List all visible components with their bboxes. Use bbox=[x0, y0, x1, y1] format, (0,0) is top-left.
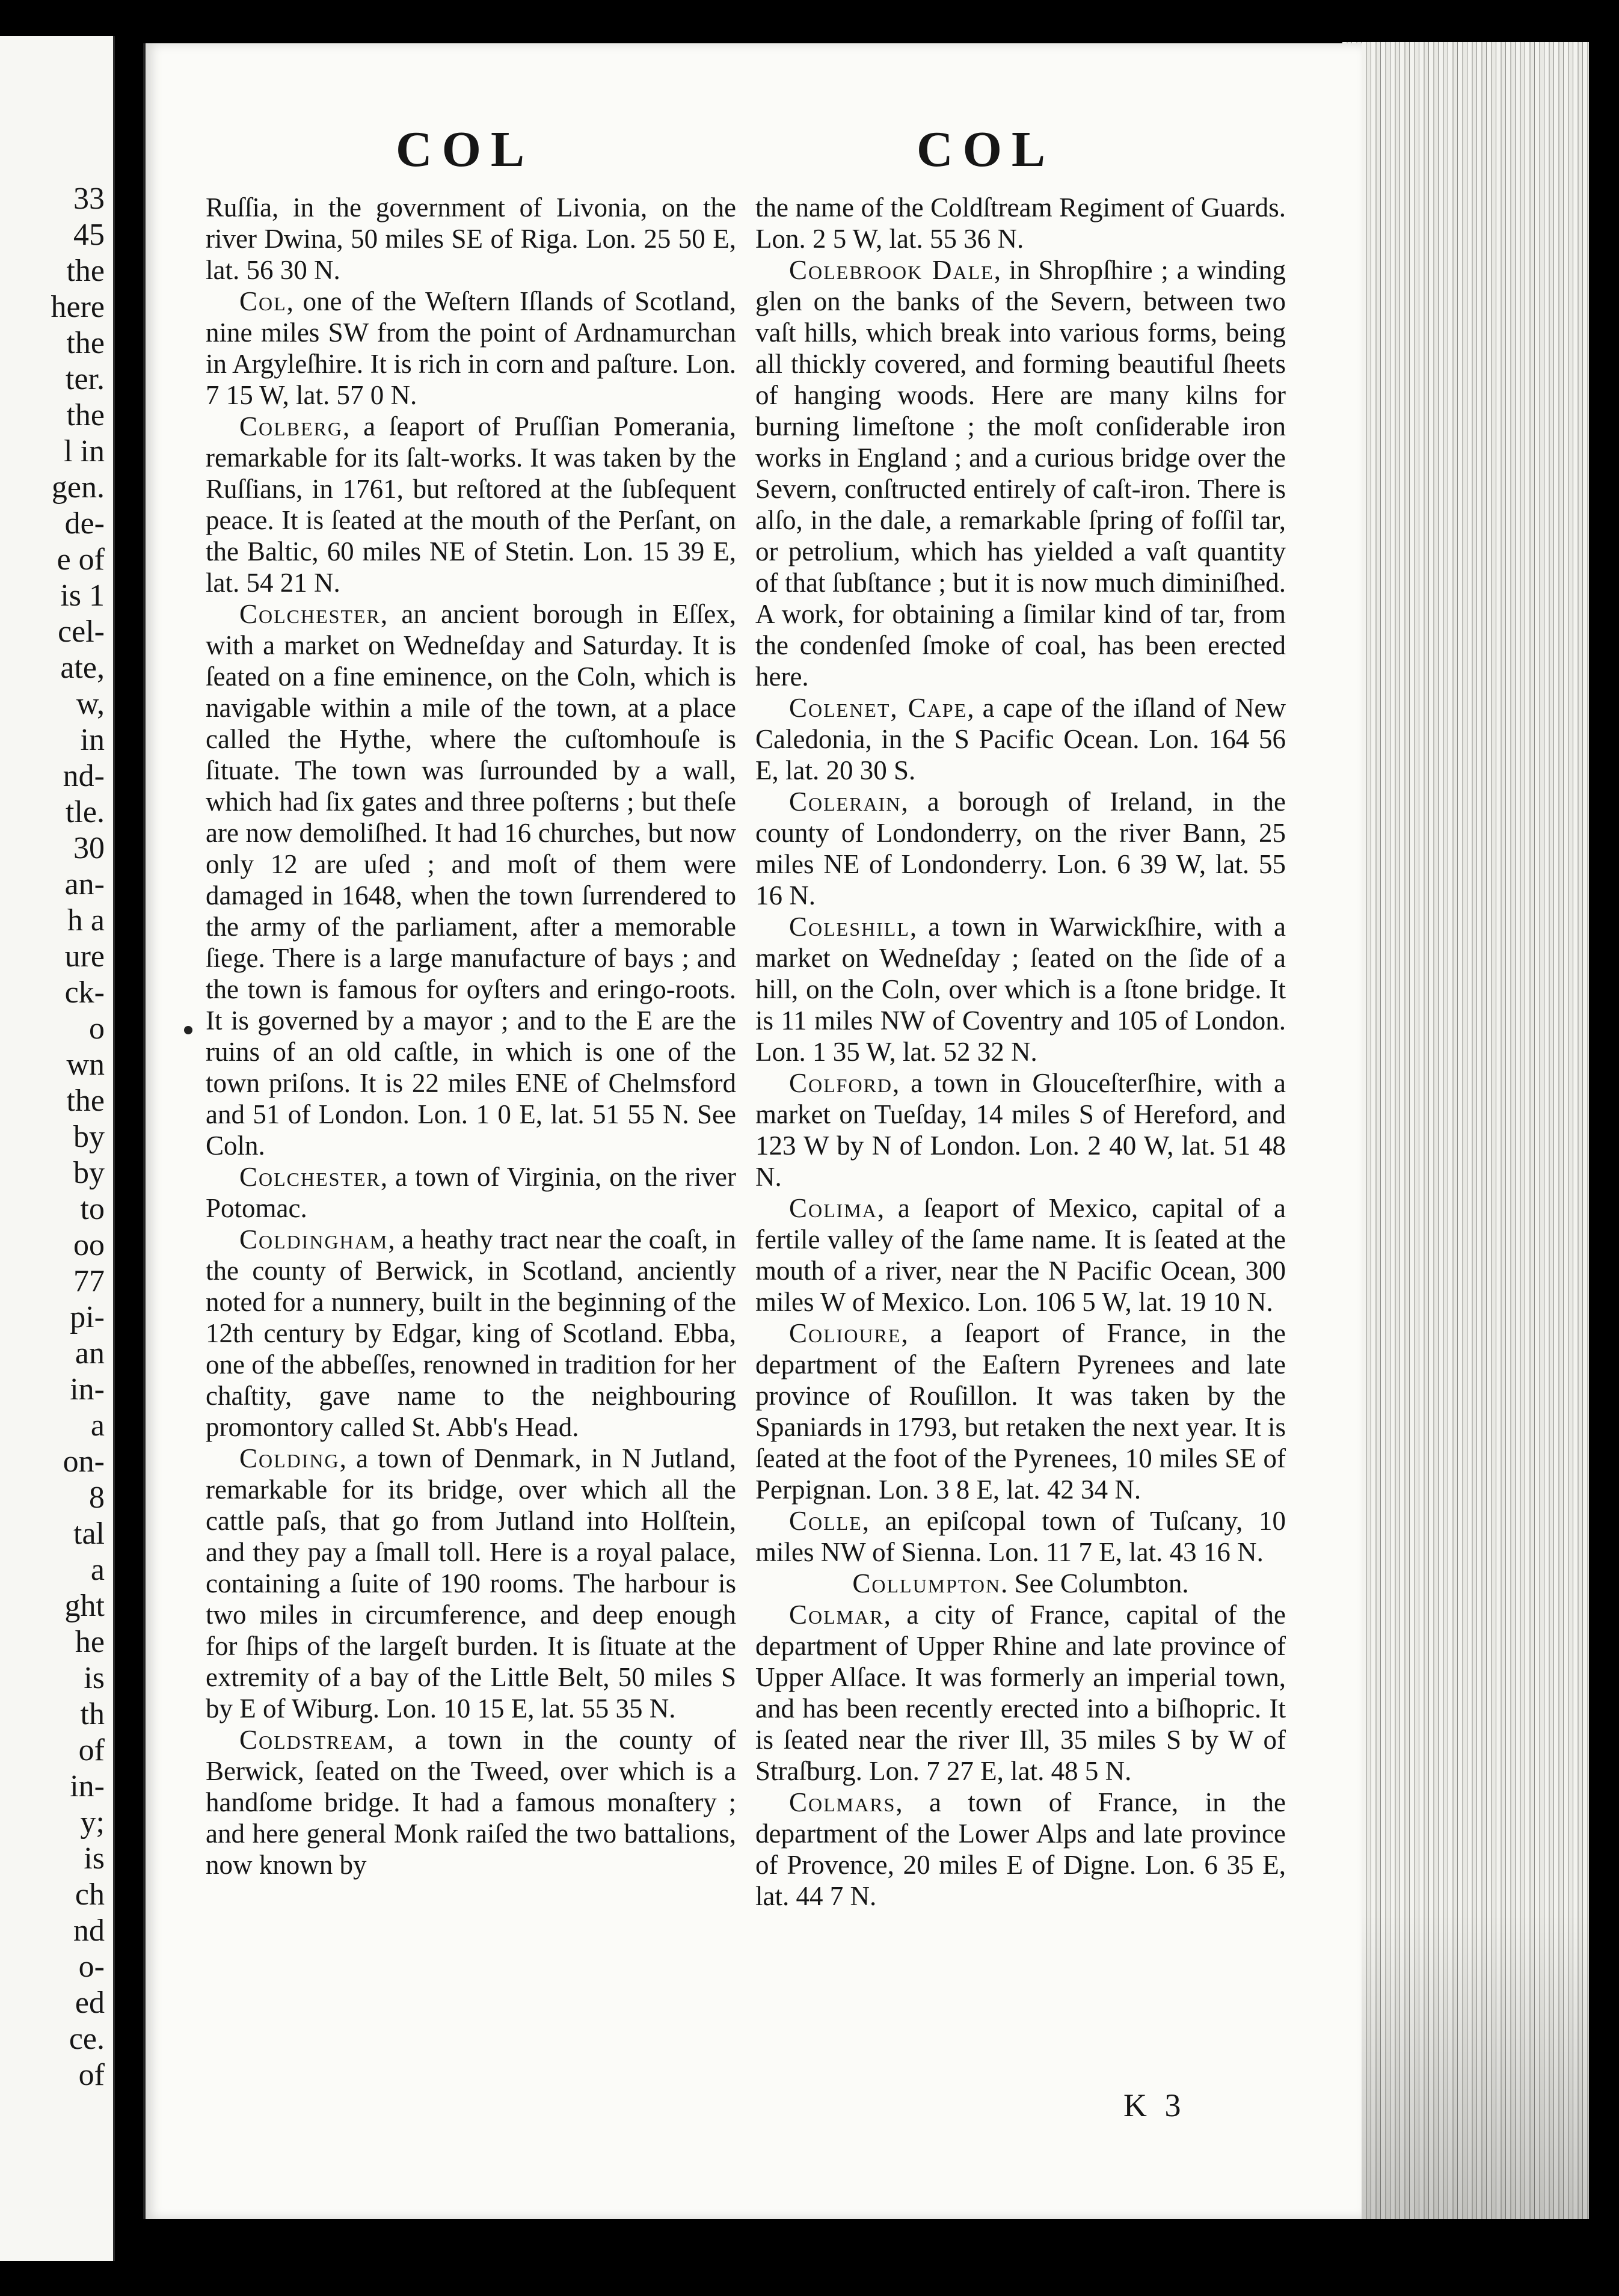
running-head-right: COL bbox=[917, 121, 1055, 177]
entry-text: , an ancient borough in Eſſex, with a market on Wedneſday and Saturday. It is ſeated on a fine eminence, on the Coln, which is navigable within a mile of the town, at a place called the Hythe, where the cuſtomhouſe is ſituate. The town was ſurrounded by a wall, which had ſix gates and three poſterns ; but theſe are now demoliſhed. It had 16 churches, but now only 12 are uſed ; and moſt of them were damaged in 1648, when the town ſurrendered to the army of the parliament, after a memorable ſiege. There is a large manufacture of bays ; and the town is famous for oyſters and eringo-roots. It is governed by a mayor ; and to the E are the ruins of an old caſtle, in which is one of the town priſons. It is 22 miles ENE of Chelmsford and 51 of London. Lon. 1 0 E, lat. 51 55 N. See Coln. bbox=[206, 599, 736, 1161]
previous-page-fragment: 45 bbox=[73, 218, 105, 252]
previous-page-fragment: l in bbox=[64, 434, 105, 468]
previous-page-fragment: ch bbox=[75, 1877, 105, 1912]
previous-page-fragment: ate, bbox=[60, 651, 105, 685]
entry-text: , a ſeaport of Mexico, capital of a fertile valley of the ſame name. It is ſeated at the mouth of a river, near the N Pacific Ocean, 300 miles W of Mexico. Lon. 106 5 W, lat. 19 10 N. bbox=[755, 1193, 1286, 1317]
entry-text: , a city of France, capital of the department of Upper Rhine and late province of Upper Alſace. It was formerly an imperial town, and has been recently erected into a biſhopric. It is ſeated near the river Ill, 35 miles S by W of Straſburg. Lon. 7 27 E, lat. 48 5 N. bbox=[755, 1600, 1286, 1786]
book-page-edges bbox=[1342, 42, 1589, 2219]
entry-headword: Colenet, Cape bbox=[789, 693, 968, 723]
previous-page-fragment: o bbox=[89, 1011, 105, 1046]
previous-page-fragment: in- bbox=[70, 1769, 105, 1803]
entry-text: , a town of Virginia, on the river Potomac. bbox=[206, 1162, 736, 1223]
entry-headword: Colding bbox=[239, 1443, 340, 1473]
entry-text: , a heathy tract near the coaſt, in the county of Berwick, in Scotland, anciently noted for a nunnery, built in the beginning of the 12th century by Edgar, king of Scotland. Ebba, one of the abbeſſes, renowned in tradition for her chaſtity, gave name to the neighbouring promontory called St. Abb's Head. bbox=[206, 1224, 736, 1442]
previous-page-fragment: a bbox=[90, 1408, 105, 1443]
previous-page-fragment: the bbox=[66, 326, 105, 360]
previous-page-fragment: e of bbox=[57, 542, 105, 577]
previous-page-fragment: he bbox=[75, 1625, 105, 1659]
previous-page-fragment: an bbox=[75, 1336, 105, 1371]
previous-page-fragment: in bbox=[80, 723, 105, 757]
entry-headword: Colford bbox=[789, 1068, 893, 1098]
previous-page-fragment: ght bbox=[64, 1589, 105, 1623]
previous-page-fragment: 8 bbox=[89, 1481, 105, 1515]
entry-text: Ruſſia, in the government of Livonia, on the river Dwina, 50 miles SE of Riga. Lon. 25 50 E, lat. 56 30 N. bbox=[206, 192, 736, 285]
entry-headword: Coldstream bbox=[239, 1725, 387, 1755]
previous-page-fragment: by bbox=[73, 1120, 105, 1154]
previous-page-fragment: nd- bbox=[63, 759, 105, 793]
dictionary-entry bbox=[206, 1224, 736, 1443]
entry-text: , one of the Weſtern Iſlands of Scotland, nine miles SW from the point of Ardnamurchan in Argyleſhire. It is rich in corn and paſture. Lon. 7 15 W, lat. 57 0 N. bbox=[206, 286, 736, 410]
previous-page-fragment: de- bbox=[64, 506, 105, 541]
previous-page-fragment: pi- bbox=[70, 1300, 105, 1334]
previous-page-fragment: the bbox=[66, 1084, 105, 1118]
dictionary-entry bbox=[206, 411, 736, 598]
entry-text: . See Columbton. bbox=[1001, 1568, 1189, 1598]
entry-text: , a ſeaport of Pruſſian Pomerania, remarkable for its ſalt-works. It was taken by the Ruſſians, in 1761, but reſtored at the ſubſequent peace. It is ſeated at the mouth of the Perſant, on the Baltic, 60 miles NE of Stetin. Lon. 15 39 E, lat. 54 21 N. bbox=[206, 411, 736, 598]
previous-page-fragment: a bbox=[90, 1553, 105, 1587]
signature-mark: K 3 bbox=[1123, 2087, 1186, 2123]
previous-page-fragment: to bbox=[80, 1192, 105, 1226]
previous-page-fragment: the bbox=[66, 398, 105, 432]
previous-page-fragment: is bbox=[84, 1661, 105, 1695]
entry-headword: Coleshill bbox=[789, 912, 910, 942]
dictionary-entry bbox=[755, 1568, 1286, 1599]
previous-page-fragment: 33 bbox=[73, 182, 105, 216]
entry-headword: Col bbox=[239, 286, 287, 316]
dictionary-entry bbox=[755, 192, 1286, 254]
right-column bbox=[755, 192, 1286, 1912]
entry-headword: Colerain bbox=[789, 787, 902, 817]
dictionary-entry bbox=[755, 692, 1286, 786]
left-column bbox=[206, 192, 736, 1880]
dictionary-entry bbox=[206, 1161, 736, 1224]
previous-page-edge bbox=[0, 36, 115, 2261]
entry-text: the name of the Coldſtream Regiment of Guards. Lon. 2 5 W, lat. 55 36 N. bbox=[755, 192, 1286, 254]
entry-headword: Colebrook Dale bbox=[789, 255, 994, 285]
entry-text: , a town of France, in the department of the Lower Alps and late province of Provence, 20 miles E of Digne. Lon. 6 35 E, lat. 44 7 N. bbox=[755, 1787, 1286, 1911]
previous-page-fragment: cel- bbox=[58, 615, 105, 649]
entry-headword: Collumpton bbox=[852, 1568, 1001, 1598]
dictionary-entry bbox=[206, 1443, 736, 1724]
previous-page-fragment: th bbox=[80, 1697, 105, 1731]
entry-headword: Colle bbox=[789, 1506, 862, 1536]
entry-headword: Colioure bbox=[789, 1318, 902, 1348]
book-page bbox=[143, 43, 1362, 2219]
previous-page-fragment: ck- bbox=[64, 975, 105, 1010]
previous-page-fragment: ed bbox=[75, 1986, 105, 2020]
entry-text: , a cape of the iſland of New Caledonia, in the S Pacific Ocean. Lon. 164 56 E, lat. 20 30 S. bbox=[755, 693, 1286, 785]
previous-page-fragment: by bbox=[73, 1156, 105, 1190]
entry-headword: Colberg bbox=[239, 411, 343, 441]
previous-page-fragment: ure bbox=[64, 939, 105, 974]
previous-page-fragment: is bbox=[84, 1841, 105, 1876]
entry-headword: Colchester bbox=[239, 1162, 381, 1192]
dictionary-entry bbox=[206, 598, 736, 1161]
dictionary-entry bbox=[206, 192, 736, 286]
previous-page-fragment: y; bbox=[80, 1805, 105, 1840]
dictionary-entry bbox=[755, 786, 1286, 911]
dictionary-entry bbox=[755, 1067, 1286, 1193]
previous-page-fragment: on- bbox=[63, 1444, 105, 1479]
entry-headword: Colchester bbox=[239, 599, 381, 629]
previous-page-fragment: w, bbox=[76, 687, 105, 721]
dictionary-entry bbox=[206, 286, 736, 411]
previous-page-fragment: in- bbox=[70, 1372, 105, 1407]
previous-page-fragment: nd bbox=[73, 1914, 105, 1948]
previous-page-fragment: an- bbox=[64, 867, 105, 901]
previous-page-fragment: here bbox=[51, 290, 105, 324]
previous-page-fragment: gen. bbox=[51, 470, 105, 505]
previous-page-fragment: ce. bbox=[69, 2022, 105, 2056]
previous-page-fragment: is 1 bbox=[60, 579, 105, 613]
dictionary-entry bbox=[755, 1505, 1286, 1568]
dictionary-entry bbox=[755, 1787, 1286, 1912]
previous-page-fragment: 30 bbox=[73, 831, 105, 865]
entry-headword: Coldingham bbox=[239, 1224, 389, 1254]
previous-page-fragment: wn bbox=[66, 1048, 105, 1082]
previous-page-fragment: the bbox=[66, 254, 105, 288]
previous-page-fragment: ter. bbox=[66, 362, 105, 396]
entry-text: , a town in Warwickſhire, with a market on Wedneſday ; ſeated on the ſide of a hill, on the Coln, over which is a ſtone bridge. It is 11 miles NW of Coventry and 105 of London. Lon. 1 35 W, lat. 52 32 N. bbox=[755, 912, 1286, 1067]
dictionary-entry bbox=[755, 1318, 1286, 1505]
entry-text: , a town in the county of Berwick, ſeated on the Tweed, over which is a handſome bridge. It had a famous monaſtery ; and here general Monk raiſed the two battalions, now known by bbox=[206, 1725, 736, 1880]
dictionary-entry bbox=[206, 1724, 736, 1880]
previous-page-fragment: 77 bbox=[73, 1264, 105, 1298]
dictionary-entry bbox=[755, 911, 1286, 1067]
entry-text: , in Shropſhire ; a winding glen on the banks of the Severn, between two vaſt hills, which break into various forms, being all thickly covered, and forming beautiful ſheets of hanging woods. Here are many kilns for burning limeſtone ; the moſt conſiderable iron works in England ; and a curious bridge over the Severn, conſtructed entirely of caſt-iron. There is alſo, in the dale, a remarkable ſpring of foſſil tar, or petrolium, which has yielded a vaſt quantity of that ſubſtance ; but it is now much diminiſhed. A work, for obtaining a ſimilar kind of tar, from the condenſed ſmoke of coal, has been erected here. bbox=[755, 255, 1286, 692]
previous-page-fragment: of bbox=[78, 2058, 105, 2092]
entry-headword: Colmar bbox=[789, 1600, 884, 1630]
dictionary-entry bbox=[755, 1599, 1286, 1787]
margin-mark bbox=[184, 1026, 192, 1034]
entry-headword: Colima bbox=[789, 1193, 877, 1223]
previous-page-fragment: tle. bbox=[66, 795, 105, 829]
previous-page-fragment: o- bbox=[78, 1950, 105, 1984]
entry-text: , a town of Denmark, in N Jutland, remarkable for its bridge, over which all the cattle paſs, that go from Jutland into Holſtein, and they pay a ſmall toll. Here is a royal palace, containing a ſuite of 190 rooms. The harbour is two miles in circumference, and deep enough for ſhips of the largeſt burden. It is ſituate at the extremity of a bay of the Little Belt, 50 miles S by E of Wiburg. Lon. 10 15 E, lat. 55 35 N. bbox=[206, 1443, 736, 1724]
dictionary-entry bbox=[755, 1193, 1286, 1318]
previous-page-fragment: of bbox=[78, 1733, 105, 1767]
dictionary-entry bbox=[755, 254, 1286, 692]
entry-text: , a ſeaport of France, in the department of the Eaſtern Pyrenees and late province of Rouſillon. It was taken by the Spaniards in 1793, but retaken the next year. It is ſeated at the foot of the Pyrenees, 10 miles SE of Perpignan. Lon. 3 8 E, lat. 42 34 N. bbox=[755, 1318, 1286, 1505]
entry-headword: Colmars bbox=[789, 1787, 896, 1817]
previous-page-fragment: tal bbox=[73, 1517, 105, 1551]
entry-text: , a town in Glouceſterſhire, with a market on Tueſday, 14 miles S of Hereford, and 123 W by N of London. Lon. 2 40 W, lat. 51 48 N. bbox=[755, 1068, 1286, 1192]
previous-page-fragment: h a bbox=[67, 903, 105, 938]
entry-text: , a borough of Ireland, in the county of Londonderry, on the river Bann, 25 miles NE of Londonderry. Lon. 6 39 W, lat. 55 16 N. bbox=[755, 787, 1286, 910]
running-head-left: COL bbox=[396, 121, 535, 177]
previous-page-fragment: oo bbox=[73, 1228, 105, 1262]
entry-text: , an epiſcopal town of Tuſcany, 10 miles NW of Sienna. Lon. 11 7 E, lat. 43 16 N. bbox=[755, 1506, 1286, 1567]
